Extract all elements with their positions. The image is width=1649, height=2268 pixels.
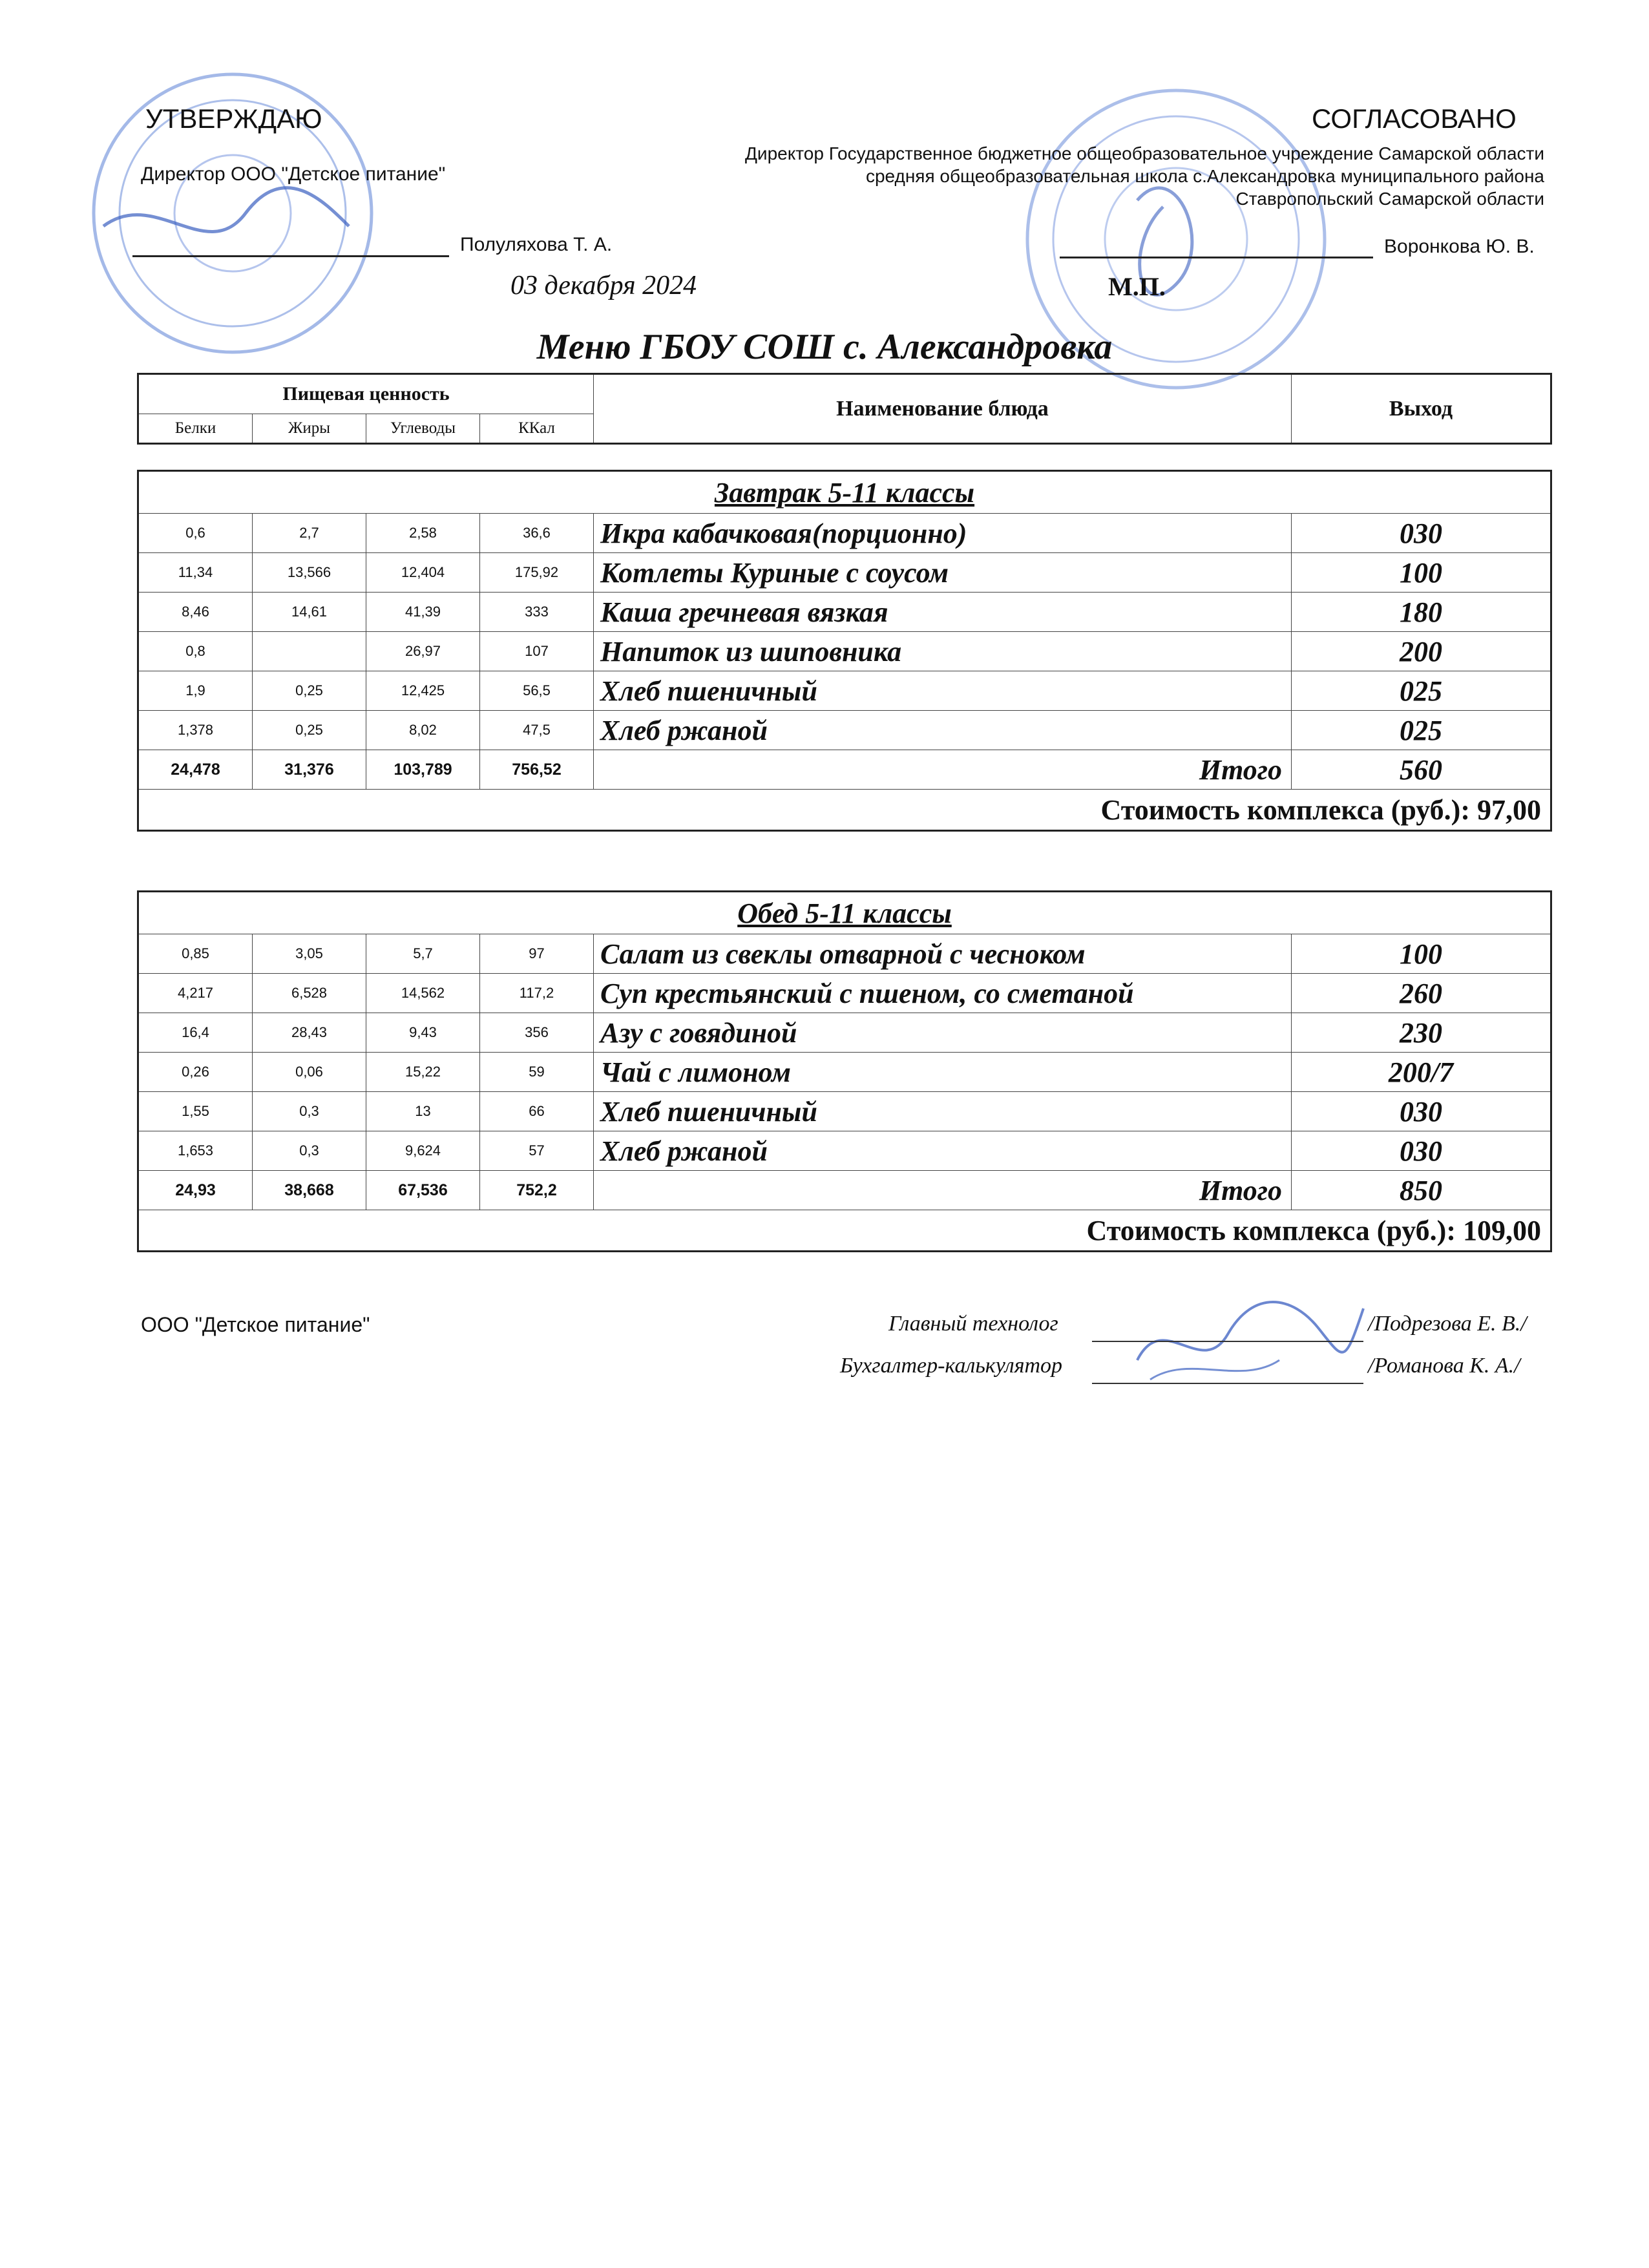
table-row <box>138 934 1551 974</box>
kcal-cell: 107 <box>480 632 594 671</box>
protein-cell: 0,6 <box>138 514 253 553</box>
protein-cell: 4,217 <box>138 974 253 1013</box>
table-row <box>138 553 1551 593</box>
dish-yield: 260 <box>1292 974 1551 1013</box>
protein-cell: 11,34 <box>138 553 253 593</box>
protein-cell: 1,653 <box>138 1131 253 1171</box>
carbs-cell: 14,562 <box>366 974 480 1013</box>
carbs-cell: 13 <box>366 1092 480 1131</box>
kcal-header: ККал <box>480 414 594 444</box>
dish-yield: 230 <box>1292 1013 1551 1053</box>
total-carbs: 103,789 <box>366 750 480 790</box>
carbs-cell: 41,39 <box>366 593 480 632</box>
dish-yield: 030 <box>1292 1131 1551 1171</box>
total-label: Итого <box>594 1171 1292 1210</box>
fat-cell: 0,3 <box>253 1092 366 1131</box>
kcal-cell: 57 <box>480 1131 594 1171</box>
lunch-table <box>137 890 1552 1252</box>
total-kcal: 752,2 <box>480 1171 594 1210</box>
total-fat: 31,376 <box>253 750 366 790</box>
agree-signature-line <box>1060 257 1373 258</box>
fat-cell: 28,43 <box>253 1013 366 1053</box>
dish-name: Напиток из шиповника <box>594 632 1292 671</box>
fat-cell: 0,25 <box>253 711 366 750</box>
kcal-cell: 333 <box>480 593 594 632</box>
fat-cell: 14,61 <box>253 593 366 632</box>
carbs-cell: 12,425 <box>366 671 480 711</box>
fat-cell: 2,7 <box>253 514 366 553</box>
carbs-header: Углеводы <box>366 414 480 444</box>
fat-cell <box>253 632 366 671</box>
table-row <box>138 1131 1551 1171</box>
dish-name: Котлеты Куриные с соусом <box>594 553 1292 593</box>
fat-cell: 0,3 <box>253 1131 366 1171</box>
lunch-cost: Стоимость комплекса (руб.): 109,00 <box>138 1210 1551 1252</box>
dish-name: Хлеб ржаной <box>594 711 1292 750</box>
dish-name: Азу с говядиной <box>594 1013 1292 1053</box>
accountant-label: Бухгалтер-калькулятор <box>840 1354 1063 1378</box>
protein-cell: 1,9 <box>138 671 253 711</box>
breakfast-cost: Стоимость комплекса (руб.): 97,00 <box>138 790 1551 831</box>
table-row <box>138 1013 1551 1053</box>
carbs-cell: 26,97 <box>366 632 480 671</box>
accountant-signature-line <box>1092 1383 1363 1384</box>
kcal-cell: 175,92 <box>480 553 594 593</box>
table-row <box>138 593 1551 632</box>
kcal-cell: 117,2 <box>480 974 594 1013</box>
total-yield: 850 <box>1292 1171 1551 1210</box>
approve-role: Директор ООО "Детское питание" <box>141 163 446 185</box>
technologist-signature-line <box>1092 1341 1363 1342</box>
kcal-cell: 66 <box>480 1092 594 1131</box>
table-row <box>138 1092 1551 1131</box>
dish-yield: 025 <box>1292 711 1551 750</box>
dish-name: Чай с лимоном <box>594 1053 1292 1092</box>
protein-cell: 1,378 <box>138 711 253 750</box>
kcal-cell: 97 <box>480 934 594 974</box>
dish-yield: 100 <box>1292 553 1551 593</box>
yield-header: Выход <box>1292 374 1551 444</box>
approve-signature-line <box>132 255 449 257</box>
breakfast-table <box>137 470 1552 832</box>
table-header <box>137 373 1552 445</box>
carbs-cell: 9,624 <box>366 1131 480 1171</box>
protein-header: Белки <box>138 414 253 444</box>
total-yield: 560 <box>1292 750 1551 790</box>
approve-title: УТВЕРЖДАЮ <box>145 103 322 134</box>
technologist-name: /Подрезова Е. В./ <box>1368 1312 1527 1336</box>
kcal-cell: 47,5 <box>480 711 594 750</box>
carbs-cell: 15,22 <box>366 1053 480 1092</box>
kcal-cell: 56,5 <box>480 671 594 711</box>
dish-yield: 030 <box>1292 1092 1551 1131</box>
dish-name: Икра кабачковая(порционно) <box>594 514 1292 553</box>
protein-cell: 0,85 <box>138 934 253 974</box>
dish-yield: 025 <box>1292 671 1551 711</box>
carbs-cell: 5,7 <box>366 934 480 974</box>
technologist-label: Главный технолог <box>888 1312 1058 1336</box>
total-fat: 38,668 <box>253 1171 366 1210</box>
footer-org: ООО "Детское питание" <box>141 1313 370 1336</box>
carbs-cell: 12,404 <box>366 553 480 593</box>
kcal-cell: 59 <box>480 1053 594 1092</box>
total-protein: 24,478 <box>138 750 253 790</box>
approve-name: Полуляхова Т. А. <box>460 234 613 255</box>
approve-date: 03 декабря 2024 <box>510 271 697 300</box>
signature-technologist <box>1124 1283 1370 1392</box>
fat-header: Жиры <box>253 414 366 444</box>
fat-cell: 3,05 <box>253 934 366 974</box>
protein-cell: 0,26 <box>138 1053 253 1092</box>
agree-title: СОГЛАСОВАНО <box>1312 103 1517 134</box>
carbs-cell: 2,58 <box>366 514 480 553</box>
total-label: Итого <box>594 750 1292 790</box>
dish-name: Суп крестьянский с пшеном, со сметаной <box>594 974 1292 1013</box>
table-row <box>138 671 1551 711</box>
fat-cell: 0,25 <box>253 671 366 711</box>
breakfast-title: Завтрак 5-11 классы <box>138 471 1551 514</box>
carbs-cell: 8,02 <box>366 711 480 750</box>
table-row <box>138 632 1551 671</box>
kcal-cell: 356 <box>480 1013 594 1053</box>
kcal-cell: 36,6 <box>480 514 594 553</box>
dish-yield: 200/7 <box>1292 1053 1551 1092</box>
dish-name: Каша гречневая вязкая <box>594 593 1292 632</box>
fat-cell: 0,06 <box>253 1053 366 1092</box>
table-row <box>138 711 1551 750</box>
protein-cell: 16,4 <box>138 1013 253 1053</box>
dish-yield: 100 <box>1292 934 1551 974</box>
dish-name: Хлеб пшеничный <box>594 1092 1292 1131</box>
total-protein: 24,93 <box>138 1171 253 1210</box>
agree-name: Воронкова Ю. В. <box>1384 236 1535 257</box>
seal-place-label: М.П. <box>1108 272 1166 301</box>
dish-name: Хлеб пшеничный <box>594 671 1292 711</box>
dish-yield: 200 <box>1292 632 1551 671</box>
dish-header: Наименование блюда <box>594 374 1292 444</box>
dish-yield: 180 <box>1292 593 1551 632</box>
protein-cell: 8,46 <box>138 593 253 632</box>
dish-name: Салат из свеклы отварной с чесноком <box>594 934 1292 974</box>
table-row <box>138 1053 1551 1092</box>
fat-cell: 6,528 <box>253 974 366 1013</box>
accountant-name: /Романова К. А./ <box>1368 1354 1520 1378</box>
nutrition-header: Пищевая ценность <box>138 374 594 414</box>
table-row <box>138 514 1551 553</box>
menu-title: Меню ГБОУ СОШ с. Александровка <box>536 327 1113 367</box>
total-kcal: 756,52 <box>480 750 594 790</box>
dish-yield: 030 <box>1292 514 1551 553</box>
protein-cell: 0,8 <box>138 632 253 671</box>
protein-cell: 1,55 <box>138 1092 253 1131</box>
carbs-cell: 9,43 <box>366 1013 480 1053</box>
agree-text: Директор Государственное бюджетное общеобразовательное учреждение Самарской области средняя общеобразовательная школа с.Александровка муниципального района Ставропольский Самарской области <box>744 143 1544 209</box>
dish-name: Хлеб ржаной <box>594 1131 1292 1171</box>
fat-cell: 13,566 <box>253 553 366 593</box>
total-carbs: 67,536 <box>366 1171 480 1210</box>
lunch-title: Обед 5-11 классы <box>138 892 1551 934</box>
table-row <box>138 974 1551 1013</box>
